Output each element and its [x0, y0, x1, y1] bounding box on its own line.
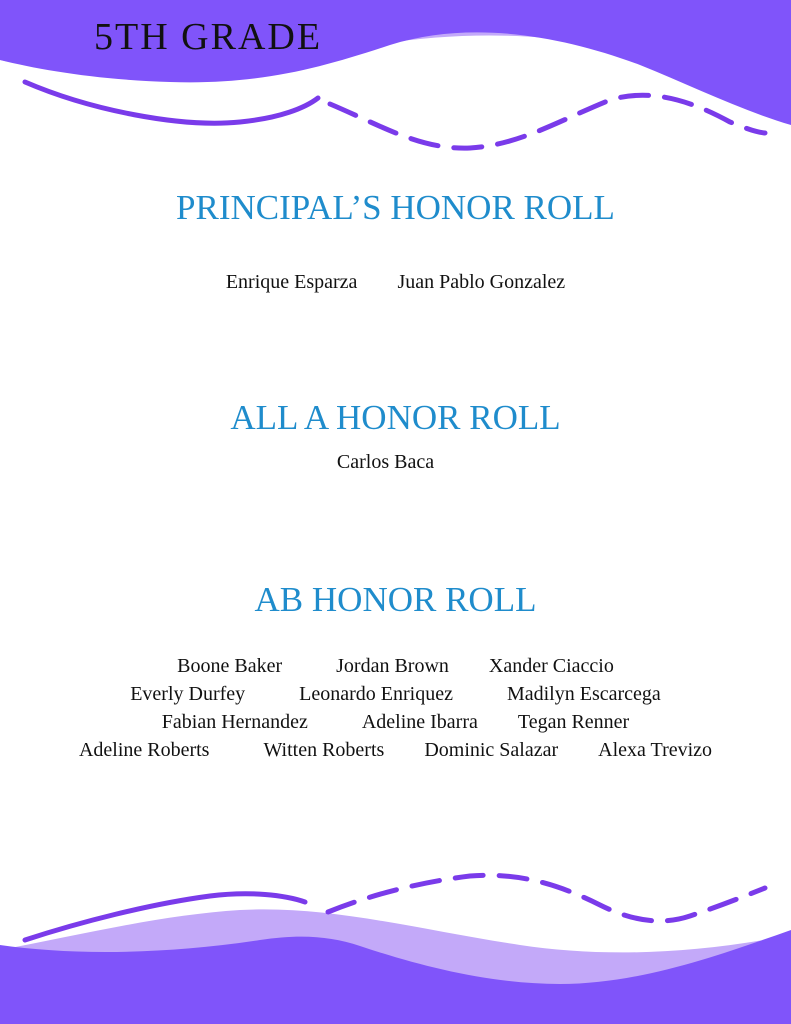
- student-name: Dominic Salazar: [424, 739, 559, 761]
- student-name: Witten Roberts: [263, 739, 385, 761]
- ab-honor-roll-row: [0, 684, 791, 704]
- student-name: Everly Durfey: [130, 683, 246, 705]
- principal-honor-roll-names: [0, 272, 791, 292]
- all-a-honor-roll-names: [0, 452, 791, 472]
- top-solid-line: [25, 82, 318, 123]
- bottom-dashed-line: [328, 875, 765, 921]
- all-a-honor-roll-title: ALL A HONOR ROLL: [230, 398, 561, 437]
- student-name: Jordan Brown: [336, 655, 449, 677]
- student-name: Fabian Hernandez: [161, 711, 308, 733]
- principal-honor-roll-title: PRINCIPAL’S HONOR ROLL: [176, 188, 615, 227]
- student-name: Juan Pablo Gonzalez: [397, 271, 566, 293]
- ab-honor-roll-row: [0, 712, 791, 732]
- bottom-wave-decoration: [0, 860, 791, 1024]
- top-dashed-line: [330, 95, 765, 148]
- student-name: Adeline Ibarra: [361, 711, 478, 733]
- student-name: Tegan Renner: [517, 711, 630, 733]
- student-name: Leonardo Enriquez: [299, 683, 453, 705]
- student-name: Madilyn Escarcega: [506, 683, 661, 705]
- student-name: Xander Ciaccio: [488, 655, 614, 677]
- student-name: Adeline Roberts: [78, 739, 210, 761]
- ab-honor-roll-row: [0, 740, 791, 760]
- ab-honor-roll-title: AB HONOR ROLL: [254, 580, 537, 619]
- student-name: Alexa Trevizo: [598, 739, 713, 761]
- grade-title: 5TH GRADE: [94, 16, 323, 58]
- student-name: Boone Baker: [177, 655, 283, 677]
- ab-honor-roll-row: [0, 656, 791, 676]
- student-name: Enrique Esparza: [225, 271, 358, 293]
- student-name: Carlos Baca: [336, 451, 435, 473]
